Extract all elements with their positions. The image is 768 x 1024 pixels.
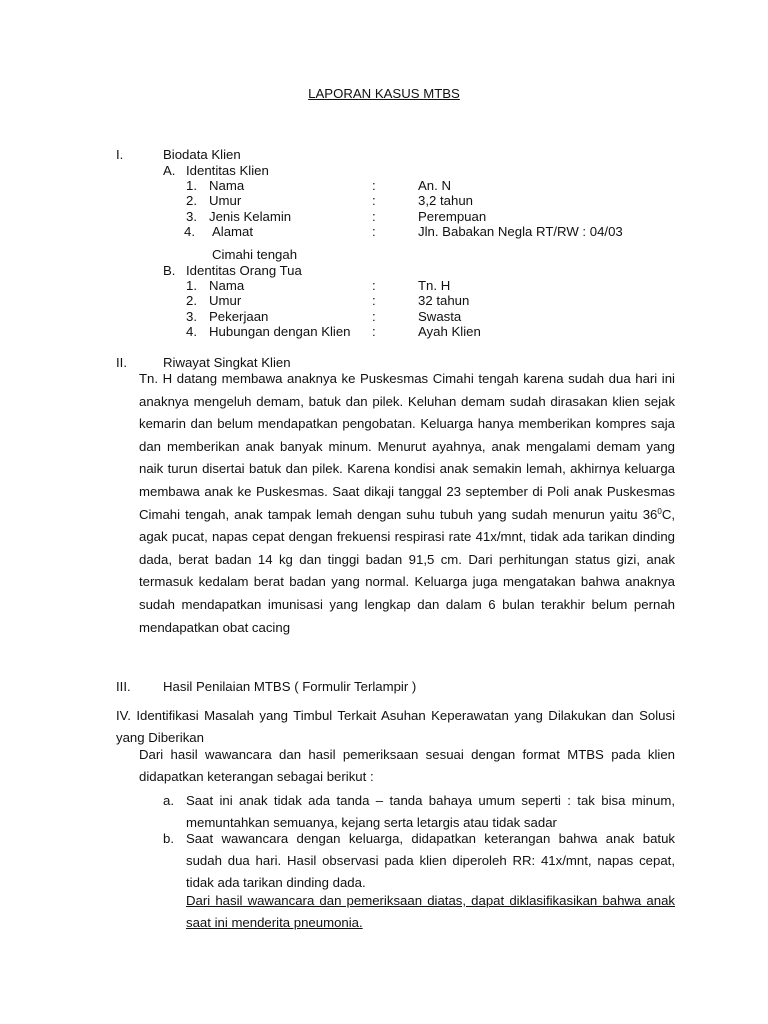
b-row-3-value: Swasta — [418, 309, 462, 324]
item-a-text: Saat ini anak tidak ada tanda – tanda bahaya umum seperti : tak bisa minum, memuntahkan semuanya, kejang serta letargis atau tidak sadar — [186, 793, 675, 830]
b-row-4-value: Ayah Klien — [418, 324, 481, 339]
b-row-4-label: Hubungan dengan Klien — [209, 324, 351, 339]
a-row-4-value: Jln. Babakan Negla RT/RW : 04/03 — [418, 224, 623, 239]
a-row-3-num: 3. — [186, 209, 197, 224]
a-row-3-label: Jenis Kelamin — [209, 209, 292, 224]
a-row-1-label: Nama — [209, 178, 245, 193]
section-1-number: I. — [116, 147, 124, 162]
b-row-1-num: 1. — [186, 278, 197, 293]
address-continuation: Cimahi tengah — [212, 247, 298, 262]
page-title: LAPORAN KASUS MTBS — [308, 86, 460, 101]
a-row-2-label: Umur — [209, 193, 242, 208]
section-4-heading — [116, 705, 675, 749]
a-row-2-sep: : — [372, 193, 376, 208]
a-row-3-sep: : — [372, 209, 376, 224]
section-4-heading-text: IV. Identifikasi Masalah yang Timbul Terkait Asuhan Keperawatan yang Dilakukan dan Solusi yang Diberikan — [116, 708, 675, 745]
a-row-1-num: 1. — [186, 178, 197, 193]
history-text-part1: Tn. H datang membawa anaknya ke Puskesmas Cimahi tengah karena sudah dua hari ini anaknya mengeluh demam, batuk dan pilek. Keluhan demam sudah dirasakan klien sejak kemarin dan belum mendapatkan pengobatan. Keluarga hanya memberikan kompres saja dan memberikan anak banyak minum. Menurut ayahnya, anak mengalami demam yang naik turun disertai batuk dan pilek. Karena kondisi anak semakin lemah, akhirnya keluarga membawa anak ke Puskesmas. Saat dikaji tanggal 23 september di Poli anak Puskesmas Cimahi tengah, anak tampak lemah dengan suhu tubuh yang sudah menurun yaitu 36 — [139, 371, 675, 522]
subsection-a-heading: Identitas Klien — [186, 163, 269, 178]
section-4-intro: Dari hasil wawancara dan hasil pemeriksaan sesuai dengan format MTBS pada klien didapatkan keterangan sebagai berikut : — [139, 747, 675, 784]
a-row-2-num: 2. — [186, 193, 197, 208]
a-row-2-value: 3,2 tahun — [418, 193, 473, 208]
degree-superscript: 0 — [657, 506, 662, 516]
b-row-3-num: 3. — [186, 309, 197, 324]
history-text-part2: C, agak pucat, napas cepat dengan frekuensi respirasi rate 41x/mnt, tidak ada tarikan dinding dada, berat badan 14 kg dan tinggi badan 91,5 cm. Dari perhitungan status gizi, anak termasuk kedalam berat badan yang normal. Keluarga juga mengatakan bahwa anaknya sudah mendapatkan imunisasi yang lengkap dan dalam 6 bulan terakhir belum pernah mendapatkan obat cacing — [139, 506, 675, 635]
b-row-1-sep: : — [372, 278, 376, 293]
a-row-1-sep: : — [372, 178, 376, 193]
item-a-label: a. — [163, 793, 174, 808]
section-2-number: II. — [116, 355, 127, 370]
a-row-3-value: Perempuan — [418, 209, 487, 224]
b-row-2-label: Umur — [209, 293, 242, 308]
b-row-3-sep: : — [372, 309, 376, 324]
subsection-a-label: A. — [163, 163, 176, 178]
a-row-4-sep: : — [372, 224, 376, 239]
b-row-4-sep: : — [372, 324, 376, 339]
history-paragraph — [139, 368, 675, 639]
b-row-1-value: Tn. H — [418, 278, 451, 293]
item-b-text: Saat wawancara dengan keluarga, didapatkan keterangan bahwa anak batuk sudah dua hari. Hasil observasi pada klien diperoleh RR: 41x/mnt, napas cepat, tidak ada tarikan dinding dada. — [186, 831, 675, 890]
b-row-3-label: Pekerjaan — [209, 309, 269, 324]
section-1-heading: Biodata Klien — [163, 147, 241, 162]
item-b-label: b. — [163, 831, 174, 846]
section-3-number: III. — [116, 679, 131, 694]
a-row-4-label: Alamat — [212, 224, 254, 239]
b-row-4-num: 4. — [186, 324, 197, 339]
b-row-2-sep: : — [372, 293, 376, 308]
a-row-1-value: An. N — [418, 178, 451, 193]
section-3-heading: Hasil Penilaian MTBS ( Formulir Terlampir ) — [163, 679, 417, 694]
b-row-2-num: 2. — [186, 293, 197, 308]
b-row-1-label: Nama — [209, 278, 245, 293]
b-row-2-value: 32 tahun — [418, 293, 470, 308]
subsection-b-label: B. — [163, 263, 176, 278]
a-row-4-num: 4. — [184, 224, 195, 239]
section-2-heading: Riwayat Singkat Klien — [163, 355, 291, 370]
conclusion-text: Dari hasil wawancara dan pemeriksaan diatas, dapat diklasifikasikan bahwa anak saat ini menderita pneumonia. — [186, 893, 675, 930]
subsection-b-heading: Identitas Orang Tua — [186, 263, 302, 278]
